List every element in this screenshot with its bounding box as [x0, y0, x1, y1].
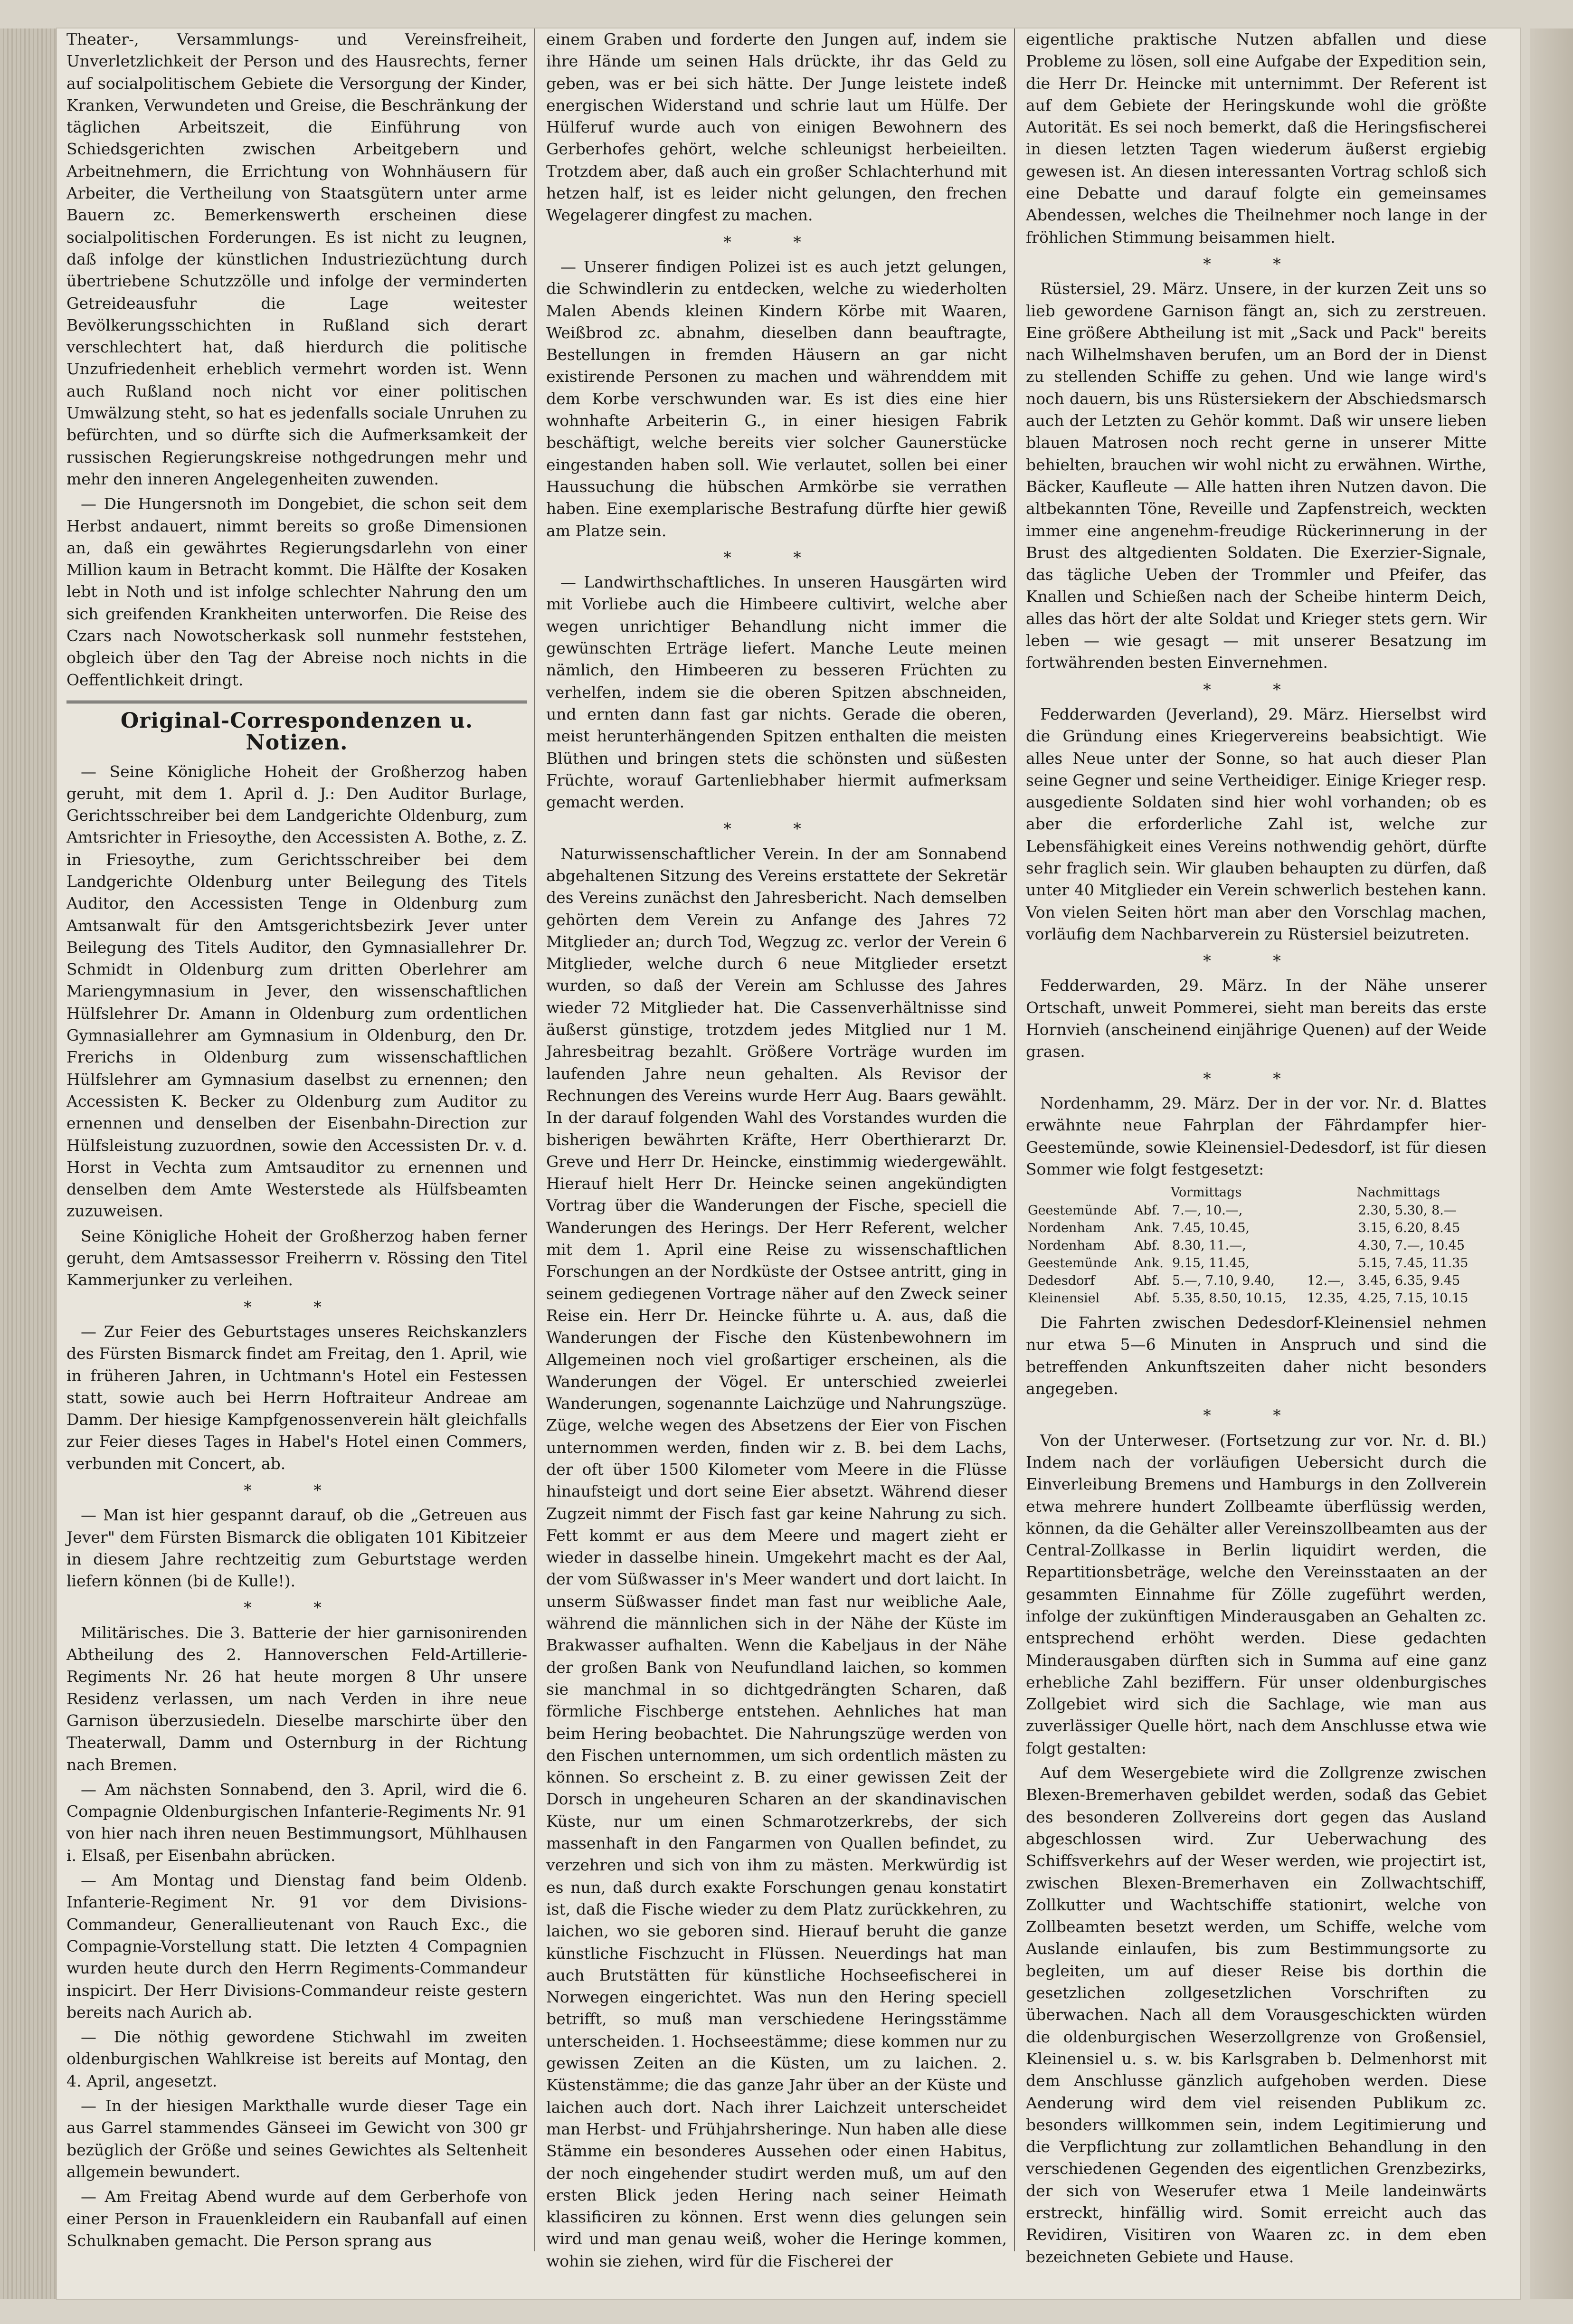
morning-times: 9.15, 11.45,	[1172, 1256, 1250, 1271]
afternoon-times: 2.30, 5.30, 8.—	[1358, 1203, 1457, 1218]
article-reichskanzler: — Zur Feier des Geburtstages unseres Reichskanzlers des Fürsten Bismarck findet am Freitag, den 1. April, wie in früheren Jahren, in Uchtmann's Hotel ein Festessen statt, sowie auch bei Herrn Hoftraiteur Andreae am Damm. Der hiesige Kampfgenossenverein hält gleichfalls zur Feier dieses Tages in Habel's Hotel einen Commers, verbunden mit Concert, ab.	[66, 1322, 527, 1473]
article-heringskunde: eigentliche praktische Nutzen abfallen und diese Probleme zu lösen, soll eine Aufgabe der Expedition sein, die Herr Dr. Heincke mit unternimmt. Der Referent ist auf dem Gebiete der Heringskunde wohl die größte Autorität. Es sei noch bemerkt, daß die Heringsfischerei in diesen letzten Tagen wiederum äußerst ergiebig gewesen ist. An diesen interessanten Vortrag schloß sich eine Debatte und darauf folgte ein gemeinsames Abendessen, welches die Theilnehmer noch lange in der fröhlichen Stimmung beisammen hielt.	[1026, 30, 1487, 247]
article-schwindlerin: — Unserer findigen Polizei ist es auch jetzt gelungen, die Schwindlerin zu entdecken, welche zu wiederholten Malen Abends kleinen Kindern Körbe mit Waaren, Weißbrod zc. abnahm, dieselben dann beauftragte, Bestellungen in fremden Häusern an gar nicht existirende Personen zu machen und währenddem mit dem Korbe verschwunden war. Es ist dies eine hier wohnhafte Arbeiterin G., in einer hiesigen Fabrik beschäftigt, welche bereits vier solcher Gaunerstücke eingestanden haben soll. Wie verlautet, sollen bei einer Haussuchung die hübschen Armkörbe sie verrathen haben. Eine exemplarische Bestrafung dürfte hier gewiß am Platze sein.	[546, 257, 1007, 540]
afternoon-times: 4.30, 7.—, 10.45	[1358, 1238, 1465, 1253]
separator-stars: * *	[244, 1481, 350, 1499]
morning-times: 7.45, 10.45,	[1172, 1221, 1250, 1236]
morning-times: 8.30, 11.—,	[1172, 1238, 1246, 1253]
table-row	[1026, 1254, 1487, 1272]
afternoon-times: 3.45, 6.35, 9.45	[1358, 1273, 1460, 1289]
table-row	[1026, 1237, 1487, 1254]
article-markthalle: — In der hiesigen Markthalle wurde dieser Tage ein aus Garrel stammendes Gänseei im Gewicht von 300 gr bezüglich der Größe und seines Gewichtes als Seltenheit allgemein bewundert.	[66, 2096, 527, 2181]
place: Geestemünde	[1028, 1203, 1117, 1218]
next-page-edge	[1530, 28, 1573, 2299]
article-grossherzog: — Seine Königliche Hoheit der Großherzog haben geruht, mit dem 1. April d. J.: Den Auditor Burlage, Gerichtsschreiber bei dem Landgerichte Oldenburg, zum Amtsrichter in Friesoythe, den Accessisten A. Bothe, z. Z. in Friesoythe, zum Gerichtsschreiber bei dem Landgerichte Oldenburg unter Beilegung des Titels Auditor, den Accessisten Tenge in Oldenburg zum Amtsanwalt für den Amtsgerichtsbezirk Jever unter Beilegung des Titels Auditor, den Gymnasiallehrer Dr. Schmidt in Oldenburg zum dritten Oberlehrer am Mariengymnasium in Jever, den wissenschaftlichen Hülfslehrer Dr. Amann in Oldenburg zum ordentlichen Gymnasiallehrer am Gymnasium in Oldenburg, den Dr. Frerichs in Oldenburg zum wissenschaftlichen Hülfslehrer am Gymnasium daselbst zu ernennen; den Accessisten K. Becker zu Oldenburg zum Auditor zu ernennen und denselben der Eisenbahn-Direction zur Hülfsleistung zuzuordnen, sowie den Accessisten Dr. v. d. Horst in Vechta zum Amtsauditor zu ernennen und denselben dem Amte Westerstede als Hülfsbeamten zuzuweisen.	[66, 762, 527, 1221]
column-rule-2	[1014, 28, 1015, 2251]
morning-times: 7.—, 10.—,	[1172, 1203, 1243, 1218]
separator-stars: * *	[244, 1297, 350, 1316]
article-besichtigung: — Am Montag und Dienstag fand beim Oldenb. Infanterie-Regiment Nr. 91 vor dem Divisions-Commandeur, Generallieutenant von Rauch Exc., die Compagnie-Vorstellung statt. Die letzten 4 Compagnien wurden heute durch den Herrn Regiments-Commandeur inspicirt. Der Herr Divisions-Commandeur reiste gestern bereits nach Aurich ab.	[66, 1871, 527, 2021]
article-landwirthschaftliches: — Landwirthschaftliches. In unseren Hausgärten wird mit Vorliebe auch die Himbeere cultivirt, welche aber wegen unrichtiger Behandlung nicht immer die gewünschten Erträge liefert. Manche Leute meinen nämlich, den Himbeeren zu besseren Früchten zu verhelfen, indem sie die oberen Spitzen abschneiden, und ernten dann fast gar nichts. Gerade die oberen, meist herunterhängenden Spitzen enthalten die meisten Blüthen und bringen stets die schönsten und süßesten Früchte, worauf Gartenliebhaber hiermit aufmerksam gemacht werden.	[546, 573, 1007, 812]
article-ruestersiel: Rüstersiel, 29. März. Unsere, in der kurzen Zeit uns so lieb gewordene Garnison fängt an, sich zu zerstreuen. Eine größere Abtheilung ist mit „Sack und Pack" bereits nach Wilhelmshaven berufen, um an Bord der in Dienst zu stellenden Schiffe zu gehen. Und wie lange wird's noch dauern, bis uns Rüstersiekern der Abschiedsmarsch auch der Letzten zu Gehör kommt. Daß wir unsere lieben blauen Matrosen noch recht gerne in unserer Mitte behielten, brauchen wir wohl nicht zu erwähnen. Wirthe, Bäcker, Kaufleute — Alle hatten ihren Nutzen davon. Die altbekannten Töne, Reveille und Zapfenstreich, weckten immer eine angenehm-freudige Rückerinnerung in der Brust des altgedienten Soldaten. Die Exerzier-Signale, das tägliche Ueben der Trommler und Pfeifer, das Knallen und Schießen nach der Scheibe hinterm Deich, alles das hört der alte Soldat und Krieger stets gern. Wir leben — wie gesagt — mit unserer Besatzung im fortwährenden besten Einvernehmen.	[1026, 279, 1487, 672]
kind: Abf.	[1134, 1273, 1160, 1289]
book-spine-edge	[0, 28, 57, 2299]
kind: Abf.	[1134, 1291, 1160, 1306]
separator-stars: * *	[1203, 1069, 1309, 1088]
timetable-head-afternoon: Nachmittags	[1356, 1185, 1440, 1200]
article-dongebiet: — Die Hungersnoth im Dongebiet, die schon seit dem Herbst andauert, nimmt bereits so große Dimensionen an, daß ein gewährtes Regierungsdarlehn von einer Million kaum in Betracht kommt. Die Hälfte der Kosaken lebt in Noth und ist infolge schlechter Nahrung den um sich greifenden Krankheiten unterworfen. Die Reise des Czars nach Nowotscherkask soll nunmehr feststehen, obgleich über den Tag der Abreise noch nichts in die Oeffentlichkeit dringt.	[66, 494, 527, 689]
midday-time: 12.—,	[1307, 1273, 1345, 1289]
place: Nordenham	[1028, 1221, 1105, 1236]
article-stichwahl: — Die nöthig gewordene Stichwahl im zweiten oldenburgischen Wahlkreise ist bereits auf Montag, den 4. April, angesetzt.	[66, 2028, 527, 2090]
article-graben: einem Graben und forderte den Jungen auf, indem sie ihre Hände um seinen Hals drückte, ihr das Geld zu geben, was er bei sich hätte. Der Junge leistete indeß energischen Widerstand und schrie laut um Hülfe. Der Hülferuf wurde auch von einigen Bewohnern des Gerberhofes gehört, welche schleunigst herbeieilten. Trotzdem aber, daß auch ein großer Schlachterhund mit hetzen half, ist es leider nicht gelungen, den frechen Wegelagerer dingfest zu machen.	[546, 30, 1007, 225]
separator-stars: * *	[244, 1598, 350, 1617]
article-fedderwarden: Fedderwarden, 29. März. In der Nähe unserer Ortschaft, unweit Pommerei, sieht man bereits das erste Hornvieh (anscheinend einjährige Quenen) auf der Weide grasen.	[1026, 976, 1487, 1061]
separator-stars: * *	[1203, 951, 1309, 970]
separator-stars: * *	[1203, 254, 1309, 273]
column-2	[546, 28, 1007, 2270]
morning-times: 5.—, 7.10, 9.40,	[1172, 1273, 1275, 1289]
separator-stars: * *	[723, 819, 830, 838]
article-russia-continuation: Theater-, Versammlungs- und Vereinsfreiheit, Unverletzlichkeit der Person und des Hausrechts, ferner auf socialpolitischem Gebiete die Versorgung der Kinder, Kranken, Verwundeten und Greise, die Beschränkung der täglichen Arbeitszeit, die Einführung von Schiedsgerichten zwischen Arbeitgebern und Arbeitnehmern, die Errichtung von Wohnhäusern für Arbeiter, die Vertheilung von Staatsgütern unter arme Bauern zc. Bemerkenswerth erscheinen diese socialpolitischen Forderungen. Es ist nicht zu leugnen, daß infolge der künstlichen Industriezüchtung durch übertriebene Schutzzölle und infolge der verminderten Getreideausfuhr die Lage weitester Bevölkerungsschichten in Rußland sich derart verschlechtert hat, daß hierdurch die politische Unzufriedenheit erheblich vermehrt worden ist. Wenn auch Rußland noch nicht vor einer politischen Umwälzung steht, so hat es jedenfalls sociale Unruhen zu befürchten, und so dürfte sich die Aufmerksamkeit der russischen Regierungskreise nothgedrungen mehr und mehr den inneren Angelegenheiten zuwenden.	[66, 30, 527, 488]
kind: Ank.	[1134, 1221, 1164, 1236]
article-fahrten: Die Fahrten zwischen Dedesdorf-Kleinensiel nehmen nur etwa 5—6 Minuten in Anspruch und sind die betreffenden Ankunftszeiten daher nicht besonders angegeben.	[1026, 1313, 1487, 1398]
separator-stars: * *	[1203, 680, 1309, 699]
article-kompagnie: — Am nächsten Sonnabend, den 3. April, wird die 6. Compagnie Oldenburgischen Infanterie-Regiments Nr. 91 von hier nach ihren neuen Bestimmungsort, Mühlhausen i. Elsaß, per Eisenbahn abrücken.	[66, 1780, 527, 1865]
morning-times: 5.35, 8.50, 10.15,	[1172, 1291, 1287, 1306]
afternoon-times: 3.15, 6.20, 8.45	[1358, 1221, 1460, 1236]
place: Kleinensiel	[1028, 1291, 1100, 1306]
column-rule-1	[534, 28, 535, 2251]
article-unterweser: Von der Unterweser. (Fortsetzung zur vor. Nr. d. Bl.) Indem nach der vorläufigen Uebersicht durch die Einverleibung Bremens und Hamburgs in den Zollverein etwa mehrere hundert Zollbeamte überflüssig werden, können, da die Gehälter aller Vereinszollbeamten aus der Central-Zollkasse in Berlin liquidirt werden, die Repartitionsbeträge, welche den Vereinsstaaten an der gesammten Einnahme für Zölle zugeführt werden, infolge der zukünftigen Minderausgaben an Gehalten zc. entsprechend erhöht werden. Diese gedachten Minderausgaben dürften sich in Summa auf eine ganz erhebliche Zahl beziffern. Für unser oldenburgisches Zollgebiet wird sich die Sachlage, wie man aus zuverlässiger Quelle hört, nach dem Anschlusse etwa wie folgt gestalten:	[1026, 1431, 1487, 1757]
place: Geestemünde	[1028, 1256, 1117, 1271]
table-row	[1026, 1202, 1487, 1219]
article-kibitzeier: — Man ist hier gespannt darauf, ob die „Getreuen aus Jever" dem Fürsten Bismarck die obligaten 101 Kibitzeier in diesem Jahre rechtzeitig zum Geburtstage werden liefern können (bi de Kulle!).	[66, 1506, 527, 1591]
kind: Abf.	[1134, 1238, 1160, 1253]
separator-stars: * *	[1203, 1406, 1309, 1425]
midday-time	[1305, 1219, 1356, 1237]
article-naturwissenschaftlicher-verein: Naturwissenschaftlicher Verein. In der am Sonnabend abgehaltenen Sitzung des Vereins erstattete der Sekretär des Vereins zunächst den Jahresbericht. Nach demselben gehörten dem Verein zu Anfange des Jahres 72 Mitglieder an; durch Tod, Wegzug zc. verlor der Verein 6 Mitglieder, welche durch 6 neue Mitglieder ersetzt wurden, so daß der Verein am Schlusse des Jahres wieder 72 Mitglieder hat. Die Cassenverhältnisse sind äußerst günstige, trotzdem jedes Mitglied nur 1 M. Jahresbeitrag bezahlt. Größere Vorträge wurden im laufenden Jahre neun gehalten. Als Revisor der Rechnungen des Vereins wurde Herr Aug. Baars gewählt. In der darauf folgenden Wahl des Vorstandes wurden die bisherigen bewährten Kräfte, Herr Oberthierarzt Dr. Greve und Herr Dr. Heincke, einstimmig wiedergewählt. Hierauf hielt Herr Dr. Heincke seinen angekündigten Vortrag über die Wanderungen der Fische, speciell die Wanderungen des Herings. Der Herr Referent, welcher mit dem 1. April eine Reise zu wissenschaftlichen Forschungen an der Nordküste der Ostsee antritt, ging in seinem gediegenen Vortrage näher auf den Zweck seiner Reise ein. Herr Dr. Heincke führte u. A. aus, daß die Wanderungen der Fische den Küstenbewohnern im Allgemeinen noch viel großartiger erscheinen, als die Wanderungen der Vögel. Er unterschied zweierlei Wanderungen, sogenannte Laichzüge und Nahrungszüge. Züge, welche wegen des Absetzens der Eier von Fischen unternommen werden, finden wir z. B. bei dem Lachs, der oft über 1500 Kilometer vom Meere in die Flüsse hinaufsteigt und dort seine Eier absetzt. Während dieser Zugzeit nimmt der Fisch fast gar keine Nahrung zu sich. Fett kommt er aus dem Meere und magert zieht er wieder in dasselbe hinein. Umgekehrt macht es der Aal, der vom Süßwasser in's Meer wandert und dort laicht. In unserm Süßwasser findet man fast nur weibliche Aale, während die männlichen sich in der Nähe der Küste im Brakwasser aufhalten. Wenn die Kabeljaus in der Nähe der großen Bank von Neufundland laichen, so kommen sie manchmal in so dichtgedrängten Scharen, daß förmliche Fischberge entstehen. Aehnliches hat man beim Hering beobachtet. Die Nahrungszüge werden von den Fischen unternommen, um sich ordentlich mästen zu können. So erscheint z. B. zu einer gewissen Zeit der Dorsch in ungeheuren Scharen an der skandinavischen Küste, nur um einen Schmarotzerkrebs, der sich massenhaft in den Fangarmen von Quallen befindet, zu verzehren und sich von ihm zu mästen. Merkwürdig ist es nun, daß durch exakte Forschungen genau konstatirt ist, daß die Fische wieder zu dem Platz zurückkehren, zu laichen, wo sie geboren sind. Hierauf beruht die ganze künstliche Fischzucht in Flüssen. Neuerdings hat man auch Brutstätten für künstliche Hochseefischerei in Norwegen eingerichtet. Was nun den Hering speciell betrifft, so muß man verschiedene Heringsstämme unterscheiden. 1. Hochseestämme; diese kommen nur zu gewissen Zeiten an die Küsten, um zu laichen. 2. Küstenstämme; die das ganze Jahr über an der Küste und laichen auch dort. Nach ihrer Laichzeit unterscheidet man Herbst- und Frühjahrsheringe. Nun haben alle diese Stämme ein besonderes Aussehen oder einen Habitus, der noch eingehender studirt werden muß, um auf den ersten Blick jeden Hering nach seiner Heimath klassificiren zu können. Erst wenn dies gelungen sein wird und man genau weiß, woher die Heringe kommen, wohin sie ziehen, wird für die Fischerei der	[546, 844, 1007, 2270]
midday-time	[1305, 1202, 1356, 1219]
column-1	[66, 28, 527, 2251]
column-3	[1026, 28, 1487, 2266]
section-heading: Original-Correspondenzen u. Notizen.	[66, 701, 527, 754]
separator-stars: * *	[723, 548, 830, 567]
place: Nordenham	[1028, 1238, 1105, 1253]
kind: Ank.	[1134, 1256, 1164, 1271]
article-wesergebiet: Auf dem Wesergebiete wird die Zollgrenze zwischen Blexen-Bremerhaven gebildet werden, sodaß das Gebiet des besonderen Zollvereins dort gegen das Ausland abgeschlossen wird. Zur Ueberwachung des Schiffsverkehrs auf der Weser werden, wie projectirt ist, zwischen Blexen-Bremerhaven ein Zollwachtschiff, Zollkutter und Wachtschiffe stationirt, welche von Zollbeamten besetzt werden, um Schiffe, welche vom Auslande einlaufen, bis zum Bestimmungsorte zu begleiten, um auf dieser Reise bis dorthin die gesetzlichen zollgesetzlichen Vorschriften zu überwachen. Nach all dem Vorausgeschickten würden die oldenburgischen Weserzollgrenze von Großensiel, Kleinensiel u. s. w. bis Karlsgraben b. Delmenhorst mit dem Anschlusse gänzlich aufgehoben werden. Diese Aenderung wird dem viel reisenden Publikum zc. besonders willkommen sein, indem Legitimierung und die Verpflichtung zur zollamtlichen Behandlung in den verschiedenen Gegenden des eigentlichen Grenzbezirks, der sich von Weserufer etwa 1 Meile landeinwärts erstreckt, hinfällig wird. Somit erreicht auch das Revidiren, Visitiren von Waaren zc. in dem eben bezeichneten Gebiete und Hause.	[1026, 1764, 1487, 2266]
table-row	[1026, 1290, 1487, 1307]
article-nordenhamm: Nordenhamm, 29. März. Der in der vor. Nr. d. Blattes erwähnte neue Fahrplan der Fährdampfer hier-Geestemünde, sowie Kleinensiel-Dedesdorf, ist für diesen Sommer wie folgt festgesetzt:	[1026, 1093, 1487, 1178]
timetable-head-morning: Vormittags	[1170, 1185, 1242, 1200]
midday-time: 12.35,	[1307, 1291, 1348, 1306]
table-row	[1026, 1219, 1487, 1237]
midday-time	[1305, 1237, 1356, 1254]
article-kammerjunker: Seine Königliche Hoheit der Großherzog haben ferner geruht, dem Amtsassessor Freiherrn v. Rössing den Titel Kammerjunker zu verleihen.	[66, 1226, 527, 1290]
kind: Abf.	[1134, 1203, 1160, 1218]
table-row	[1026, 1272, 1487, 1290]
article-gerberhofe: — Am Freitag Abend wurde auf dem Gerberhofe von einer Person in Frauenkleidern ein Raubanfall auf einen Schulknaben gemacht. Die Person sprang aus	[66, 2187, 527, 2250]
afternoon-times: 4.25, 7.15, 10.15	[1358, 1291, 1469, 1306]
article-fedderwarden-jeverland: Fedderwarden (Jeverland), 29. März. Hierselbst wird die Gründung eines Kriegervereins beabsichtigt. Wie alles Neue unter der Sonne, so hat auch dieser Plan seine Gegner und seine Vertheidiger. Einige Krieger resp. ausgediente Soldaten sind hier wohl vorhanden; ob es aber die erforderliche Zahl ist, welche zur Lebensfähigkeit eines Vereins nothwendig gehört, dürfte sehr fraglich sein. Wir glauben behaupten zu dürfen, daß unter 40 Mitglieder ein Verein schwerlich bestehen kann. Von vielen Seiten hört man aber den Vorschlag machen, vorläufig dem Nachbarverein zu Rüstersiel beizutreten.	[1026, 704, 1487, 943]
midday-time	[1305, 1254, 1356, 1272]
separator-stars: * *	[723, 232, 830, 251]
ferry-timetable	[1026, 1183, 1487, 1307]
article-militaerisches: Militärisches. Die 3. Batterie der hier garnisonirenden Abtheilung des 2. Hannoverschen Feld-Artillerie-Regiments Nr. 26 hat heute morgen 8 Uhr unsere Residenz verlassen, um nach Verden in ihre neue Garnison überzusiedeln. Dieselbe marschirte über den Theaterwall, Damm und Osternburg in der Richtung nach Bremen.	[66, 1623, 527, 1774]
place: Dedesdorf	[1028, 1273, 1095, 1289]
afternoon-times: 5.15, 7.45, 11.35	[1358, 1256, 1469, 1271]
